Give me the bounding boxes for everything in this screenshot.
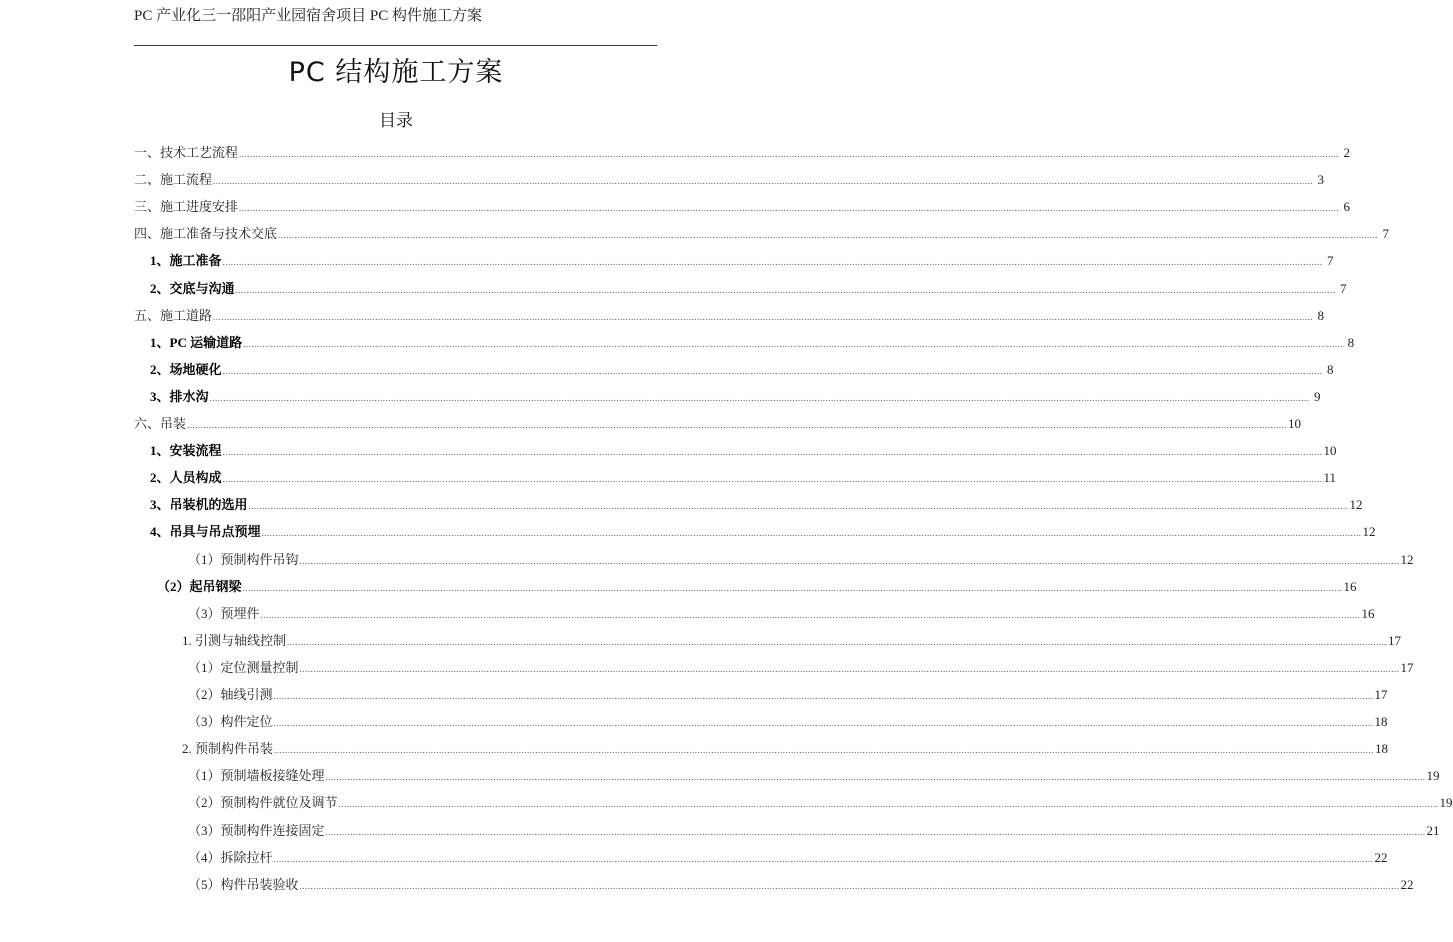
toc-entry-label: 五、施工道路 xyxy=(134,307,213,323)
toc-entry-label: 2、场地硬化 xyxy=(150,361,222,377)
toc-entry-page-number: 10 xyxy=(1288,416,1302,431)
toc-entry-label: （3）构件定位 xyxy=(188,714,273,730)
toc-entry-page-number: 19 xyxy=(1426,768,1440,784)
toc-dot-leader: ................................................................................................................................................................................................................................................................................................................................................................................................................ xyxy=(273,691,1374,701)
toc-dot-leader: ................................................................................................................................................................................................................................................................................................................................................................................................................ xyxy=(235,284,1336,295)
toc-entry-label: 六、吊装 xyxy=(134,416,187,431)
toc-entry[interactable] xyxy=(157,573,1357,600)
toc-entry[interactable] xyxy=(188,789,1453,816)
toc-dot-leader: ................................................................................................................................................................................................................................................................................................................................................................................................................ xyxy=(260,609,1361,620)
toc-dot-leader: ................................................................................................................................................................................................................................................................................................................................................................................................................ xyxy=(242,582,1343,593)
toc-entry[interactable] xyxy=(134,193,1351,220)
toc-entry-label: 1. 引测与轴线控制 xyxy=(182,632,287,648)
toc-dot-leader: ................................................................................................................................................................................................................................................................................................................................................................................................................ xyxy=(222,365,1323,376)
toc-entry-label: 2. 预制构件吊装 xyxy=(182,741,274,757)
toc-dot-leader: ................................................................................................................................................................................................................................................................................................................................................................................................................ xyxy=(261,528,1362,539)
toc-entry[interactable] xyxy=(188,817,1440,844)
toc-entry-page-number: 16 xyxy=(1361,605,1375,621)
toc-dot-leader: ................................................................................................................................................................................................................................................................................................................................................................................................................ xyxy=(278,230,1379,241)
toc-dot-leader: ................................................................................................................................................................................................................................................................................................................................................................................................................ xyxy=(213,311,1314,322)
toc-entry[interactable] xyxy=(188,681,1388,708)
toc-entry-label: 二、施工流程 xyxy=(134,172,213,188)
toc-dot-leader: ................................................................................................................................................................................................................................................................................................................................................................................................................ xyxy=(287,636,1388,647)
toc-entry-label: 2、交底与沟通 xyxy=(150,280,235,296)
toc-entry-page-number: 18 xyxy=(1374,714,1388,730)
toc-entry-label: 2、人员构成 xyxy=(150,470,222,486)
toc-entry-page-number: 12 xyxy=(1362,524,1376,540)
toc-entry-page-number: 7 xyxy=(1382,226,1390,242)
toc-entry-label: （1）预制构件吊钩 xyxy=(188,551,299,567)
toc-dot-leader: ................................................................................................................................................................................................................................................................................................................................................................................................................ xyxy=(187,420,1288,430)
toc-entry-page-number: 21 xyxy=(1426,822,1440,838)
toc-entry-page-number: 17 xyxy=(1400,659,1414,675)
toc-entry-label: 一、技术工艺流程 xyxy=(134,145,239,160)
toc-entry-label: （3）预埋件 xyxy=(188,605,260,621)
toc-entry[interactable] xyxy=(188,708,1388,735)
toc-entry-page-number: 12 xyxy=(1349,497,1363,513)
toc-entry[interactable] xyxy=(150,464,1337,491)
toc-entry[interactable] xyxy=(150,518,1376,545)
toc-entry[interactable] xyxy=(150,356,1334,383)
toc-entry[interactable] xyxy=(134,139,1351,166)
toc-entry-page-number: 3 xyxy=(1317,172,1325,188)
toc-entry-page-number: 2 xyxy=(1343,145,1351,160)
toc-dot-leader: ................................................................................................................................................................................................................................................................................................................................................................................................................ xyxy=(299,880,1400,891)
toc-entry-page-number: 8 xyxy=(1317,307,1325,323)
toc-entry[interactable] xyxy=(134,302,1325,329)
toc-entry-page-number: 9 xyxy=(1314,388,1321,404)
toc-entry-label: （3）预制构件连接固定 xyxy=(188,822,325,838)
toc-dot-leader: ................................................................................................................................................................................................................................................................................................................................................................................................................ xyxy=(243,338,1344,349)
toc-entry[interactable] xyxy=(188,600,1375,627)
toc-dot-leader: ................................................................................................................................................................................................................................................................................................................................................................................................................ xyxy=(222,257,1323,268)
toc-dot-leader: ................................................................................................................................................................................................................................................................................................................................................................................................................ xyxy=(274,745,1375,756)
toc-entry[interactable] xyxy=(188,654,1414,681)
toc-dot-leader: ................................................................................................................................................................................................................................................................................................................................................................................................................ xyxy=(338,799,1439,810)
toc-entry-label: 四、施工准备与技术交底 xyxy=(134,226,278,242)
toc-entry-label: （2）轴线引测 xyxy=(188,687,273,702)
toc-dot-leader: ................................................................................................................................................................................................................................................................................................................................................................................................................ xyxy=(299,663,1400,674)
toc-dot-leader: ................................................................................................................................................................................................................................................................................................................................................................................................................ xyxy=(222,447,1323,458)
toc-entry-page-number: 8 xyxy=(1347,334,1355,350)
toc-entry[interactable] xyxy=(134,220,1390,247)
toc-entry-label: （2）起吊钢梁 xyxy=(157,578,242,594)
toc-entry[interactable] xyxy=(188,844,1388,871)
header-divider xyxy=(134,45,657,46)
toc-entry[interactable] xyxy=(150,491,1363,518)
toc-entry[interactable] xyxy=(150,383,1321,410)
toc-entry-label: （5）构件吊装验收 xyxy=(188,876,299,892)
toc-dot-leader: ................................................................................................................................................................................................................................................................................................................................................................................................................ xyxy=(213,176,1314,187)
toc-entry[interactable] xyxy=(188,762,1440,789)
toc-dot-leader: ................................................................................................................................................................................................................................................................................................................................................................................................................ xyxy=(325,772,1426,783)
toc-entry-page-number: 18 xyxy=(1375,741,1389,757)
toc-entry-page-number: 11 xyxy=(1323,470,1337,486)
toc-dot-leader: ................................................................................................................................................................................................................................................................................................................................................................................................................ xyxy=(239,149,1340,159)
toc-entry-label: （4）拆除拉杆 xyxy=(188,849,273,865)
toc-dot-leader: ................................................................................................................................................................................................................................................................................................................................................................................................................ xyxy=(273,853,1374,864)
toc-entry[interactable] xyxy=(150,275,1347,302)
toc-dot-leader: ................................................................................................................................................................................................................................................................................................................................................................................................................ xyxy=(273,718,1374,729)
toc-entry-label: （2）预制构件就位及调节 xyxy=(188,795,338,811)
toc-dot-leader: ................................................................................................................................................................................................................................................................................................................................................................................................................ xyxy=(239,203,1340,214)
toc-entry-label: 1、施工准备 xyxy=(150,253,222,269)
toc-heading: 目录 xyxy=(379,111,413,131)
toc-entry-page-number: 6 xyxy=(1343,199,1351,215)
toc-entry-page-number: 10 xyxy=(1323,443,1337,459)
document-title: PC 结构施工方案 xyxy=(288,57,504,88)
toc-entry-page-number: 7 xyxy=(1340,280,1347,296)
toc-entry-label: （1）预制墙板接缝处理 xyxy=(188,768,325,784)
toc-dot-leader: ................................................................................................................................................................................................................................................................................................................................................................................................................ xyxy=(209,392,1310,403)
toc-entry-page-number: 19 xyxy=(1439,795,1453,811)
toc-entry-page-number: 8 xyxy=(1327,361,1334,377)
toc-dot-leader: ................................................................................................................................................................................................................................................................................................................................................................................................................ xyxy=(325,826,1426,837)
toc-entry-page-number: 22 xyxy=(1400,876,1414,892)
toc-dot-leader: ................................................................................................................................................................................................................................................................................................................................................................................................................ xyxy=(299,555,1400,566)
toc-entry[interactable] xyxy=(134,410,1302,437)
toc-entry-label: 1、PC 运输道路 xyxy=(150,334,243,350)
toc-entry-page-number: 17 xyxy=(1388,632,1402,648)
toc-entry[interactable] xyxy=(150,329,1355,356)
toc-entry[interactable] xyxy=(182,627,1402,654)
toc-entry-label: 1、安装流程 xyxy=(150,443,222,459)
toc-entry-label: 4、吊具与吊点预埋 xyxy=(150,524,261,540)
toc-entry-label: 3、排水沟 xyxy=(150,388,209,404)
toc-entry-page-number: 7 xyxy=(1327,253,1334,269)
toc-entry-page-number: 12 xyxy=(1400,551,1414,567)
running-header-text: PC 产业化三一邵阳产业园宿舍项目 PC 构件施工方案 xyxy=(134,8,482,24)
toc-dot-leader: ................................................................................................................................................................................................................................................................................................................................................................................................................ xyxy=(222,474,1323,485)
toc-entry[interactable] xyxy=(150,247,1334,274)
toc-entry-label: 三、施工进度安排 xyxy=(134,199,239,215)
toc-entry[interactable] xyxy=(134,166,1325,193)
toc-entry-page-number: 16 xyxy=(1343,578,1357,594)
toc-entry[interactable] xyxy=(182,735,1389,762)
toc-entry[interactable] xyxy=(150,437,1337,464)
toc-entry-page-number: 22 xyxy=(1374,849,1388,865)
toc-entry-label: （1）定位测量控制 xyxy=(188,659,299,675)
toc-entry-label: 3、吊装机的选用 xyxy=(150,497,248,513)
toc-entry[interactable] xyxy=(188,871,1414,898)
toc-entry[interactable] xyxy=(188,546,1414,573)
toc-dot-leader: ................................................................................................................................................................................................................................................................................................................................................................................................................ xyxy=(248,501,1349,512)
toc-entry-page-number: 17 xyxy=(1374,687,1388,702)
